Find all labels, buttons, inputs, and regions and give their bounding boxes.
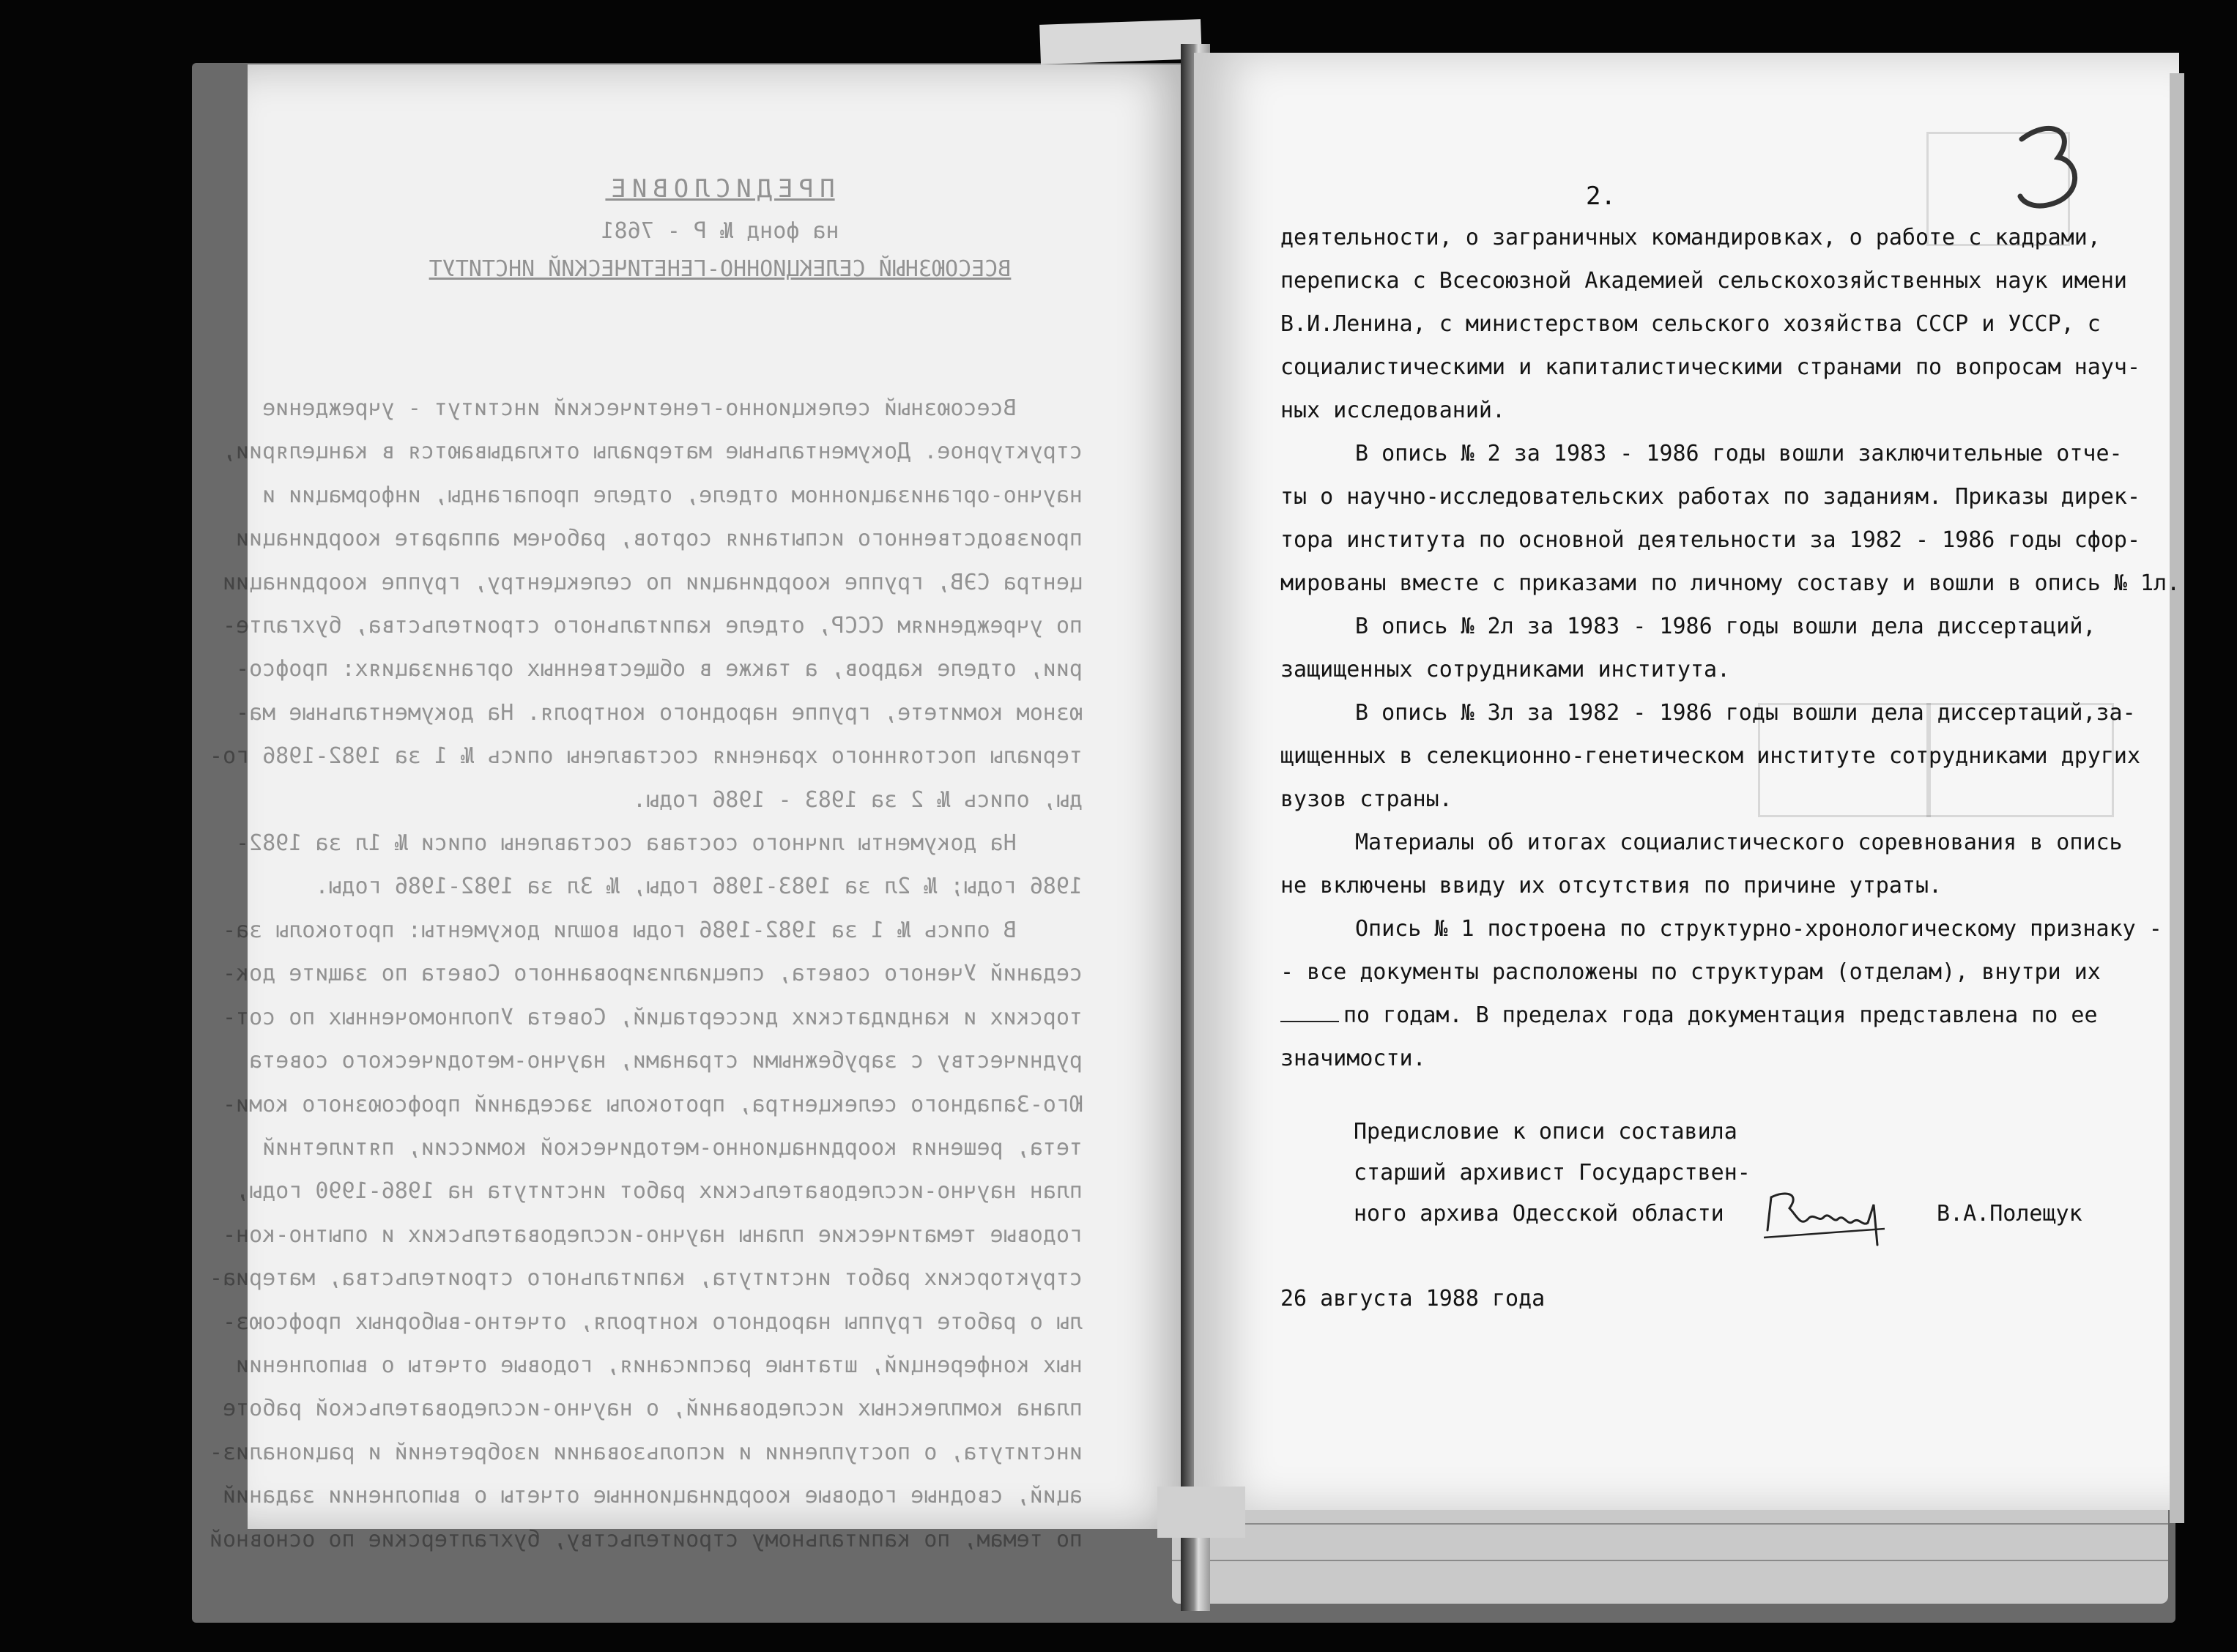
text-line: В опись № 2л за 1983 - 1986 годы вошли дела диссертаций, bbox=[1355, 614, 2096, 639]
left-page-mirrored-text bbox=[209, 64, 1192, 1552]
signer-name: В.А.Полещук bbox=[1937, 1201, 2082, 1227]
text-line: В опись № 3л за 1982 - 1986 годы вошли дела диссертаций,за- bbox=[1355, 700, 2136, 726]
text-line-with-blank bbox=[1280, 1002, 2098, 1028]
text-line: переписка с Всесоюзной Академией сельскохозяйственных наук имени bbox=[1280, 268, 2127, 294]
left-page-line: института, о поступлении и использовании изобретений и рационализ- bbox=[209, 1439, 1083, 1465]
page-number: 2. bbox=[1586, 182, 1616, 211]
left-page-line: рудничеству с зарубежными странами, научно-методического совета bbox=[249, 1048, 1083, 1074]
text-line: защищенных сотрудниками института. bbox=[1280, 657, 1731, 682]
handwritten-signature bbox=[1756, 1186, 1903, 1260]
text-line: тора института по основной деятельности за 1982 - 1986 годы сфор- bbox=[1280, 527, 2140, 553]
left-page-line: торских и кандидатских диссертаций, Совета Уполномоченных по сот- bbox=[223, 1004, 1083, 1030]
binding-tape-bottom bbox=[1157, 1487, 1245, 1538]
text-line: щищенных в селекционно-генетическом институте сотрудниками других bbox=[1280, 743, 2140, 769]
text-line: Материалы об итогах социалистического соревнования в опись bbox=[1355, 830, 2123, 855]
left-page-line: Всесоюзный селекционно-генетический институт - учреждение bbox=[262, 395, 1083, 421]
left-page-org: ВСЕСОЮЗНЫЙ СЕЛЕКЦИОННО-ГЕНЕТИЧЕСКИЙ ИНСТИТУТ bbox=[429, 256, 1012, 282]
text-line: социалистическими и капиталистическими странами по вопросам науч- bbox=[1280, 354, 2140, 380]
left-page-line: производственного испытания сортов, рабочем аппарате координации bbox=[236, 526, 1083, 552]
text-line: значимости. bbox=[1280, 1046, 1426, 1071]
left-page-line: седаний Ученого совета, специализированного Совета по защите док- bbox=[223, 961, 1083, 987]
left-page-line: центра СЭВ, группе координации по селекцентру, группе координации bbox=[223, 569, 1083, 595]
left-page-line: рии, отделе кадров, а также в общественных организациях: профсо- bbox=[236, 656, 1083, 682]
left-page-line: 1986 годы; № 2л за 1983-1986 годы, № 3л за 1982-1986 годы. bbox=[315, 874, 1083, 900]
text-line: вузов страны. bbox=[1280, 786, 1453, 812]
left-page-line: тета, решения координационно-методической комиссии, пятилетний bbox=[262, 1134, 1083, 1161]
left-page-line: На документы личного состава составлены описи № 1л за 1982- bbox=[236, 830, 1083, 857]
signature-block-line: старший архивист Государствен- bbox=[1354, 1160, 1751, 1186]
text-line: деятельности, о заграничных командировках, о работе с кадрами, bbox=[1280, 225, 2101, 250]
left-page-line: лы о работе группы народного контроля, отчетно-выборных профсоюз- bbox=[223, 1309, 1083, 1335]
left-page-line: юзном комитете, группе народного контроля. На документальные ма- bbox=[236, 699, 1083, 726]
text-line: ты о научно-исследовательских работах по заданиям. Приказы дирек- bbox=[1280, 484, 2140, 510]
text-fragment: по годам. В пределах года документация представлена по ее bbox=[1343, 1002, 2098, 1028]
left-page-line: по темам, по капитальному строительству, бухгалтерские по основной bbox=[209, 1526, 1083, 1552]
left-page-line: структурное. Документальные материалы откладываются в канцелярии, bbox=[223, 439, 1083, 465]
left-page-subtitle: на фонд № Р - 7681 bbox=[601, 218, 839, 244]
text-line: мированы вместе с приказами по личному составу и вошли в опись № 1л. bbox=[1280, 570, 2181, 596]
left-page-line: по учреждениям СССР, отделе капитального строительства, бухгалте- bbox=[223, 613, 1083, 639]
left-page-line: В опись № 1 за 1982-1986 годы вошли документы: протоколы за- bbox=[223, 917, 1083, 943]
page-stack-edge bbox=[1172, 1494, 2168, 1604]
left-page-line: структорских работ института, капитального строительства, материа- bbox=[209, 1265, 1083, 1292]
signature-block-line: Предисловие к описи составила bbox=[1354, 1119, 1737, 1145]
left-page-line: Юго-Западного селекцентра, протоколы заседаний профсоюзного коми- bbox=[223, 1091, 1083, 1117]
text-line: В.И.Ленина, с министерством сельского хозяйства СССР и УССР, с bbox=[1280, 311, 2101, 337]
text-line: не включены ввиду их отсутствия по причине утраты. bbox=[1280, 873, 1943, 898]
left-page-line: плана комплексных исследований, о научно-исследовательской работе bbox=[223, 1396, 1083, 1422]
left-page-line: ды, опись № 2 за 1983 - 1986 годы. bbox=[632, 786, 1083, 813]
text-line: Опись № 1 построена по структурно-хронологическому признаку - bbox=[1355, 916, 2162, 942]
signature-block-line: ного архива Одесской области bbox=[1354, 1201, 1724, 1227]
binding-tape bbox=[1039, 19, 1202, 64]
left-page-line: аций, сводные годовые координационные отчеты о выполнении заданий bbox=[223, 1483, 1083, 1509]
left-page-line: ных конференций, штатные расписания, годовые отчеты о выполнении bbox=[236, 1352, 1083, 1378]
left-page-line: териалы постоянного хранения составлены опись № 1 за 1982-1986 го- bbox=[209, 743, 1083, 770]
left-page-line: научно-организационном отделе, отделе пропаганды, информации и bbox=[262, 482, 1083, 508]
document-date: 26 августа 1988 года bbox=[1280, 1286, 1546, 1311]
folio-number-handwritten bbox=[2007, 117, 2095, 220]
text-line: ных исследований. bbox=[1280, 398, 1506, 423]
text-line: В опись № 2 за 1983 - 1986 годы вошли заключительные отче- bbox=[1355, 441, 2123, 466]
left-page-body bbox=[209, 387, 1083, 1561]
left-page-line: годовые тематические планы научно-исследовательских и опытно-кон- bbox=[223, 1221, 1083, 1248]
left-page-line: план научно-исследовательских работ института на 1986-1990 годы, bbox=[236, 1178, 1083, 1205]
left-page-title: ПРЕДИСЛОВИЕ bbox=[605, 174, 835, 204]
right-page-edge bbox=[2170, 73, 2184, 1523]
left-page bbox=[209, 64, 1192, 1552]
text-line: - все документы расположены по структурам (отделам), внутри их bbox=[1280, 959, 2101, 985]
underline-blank bbox=[1280, 1021, 1339, 1022]
